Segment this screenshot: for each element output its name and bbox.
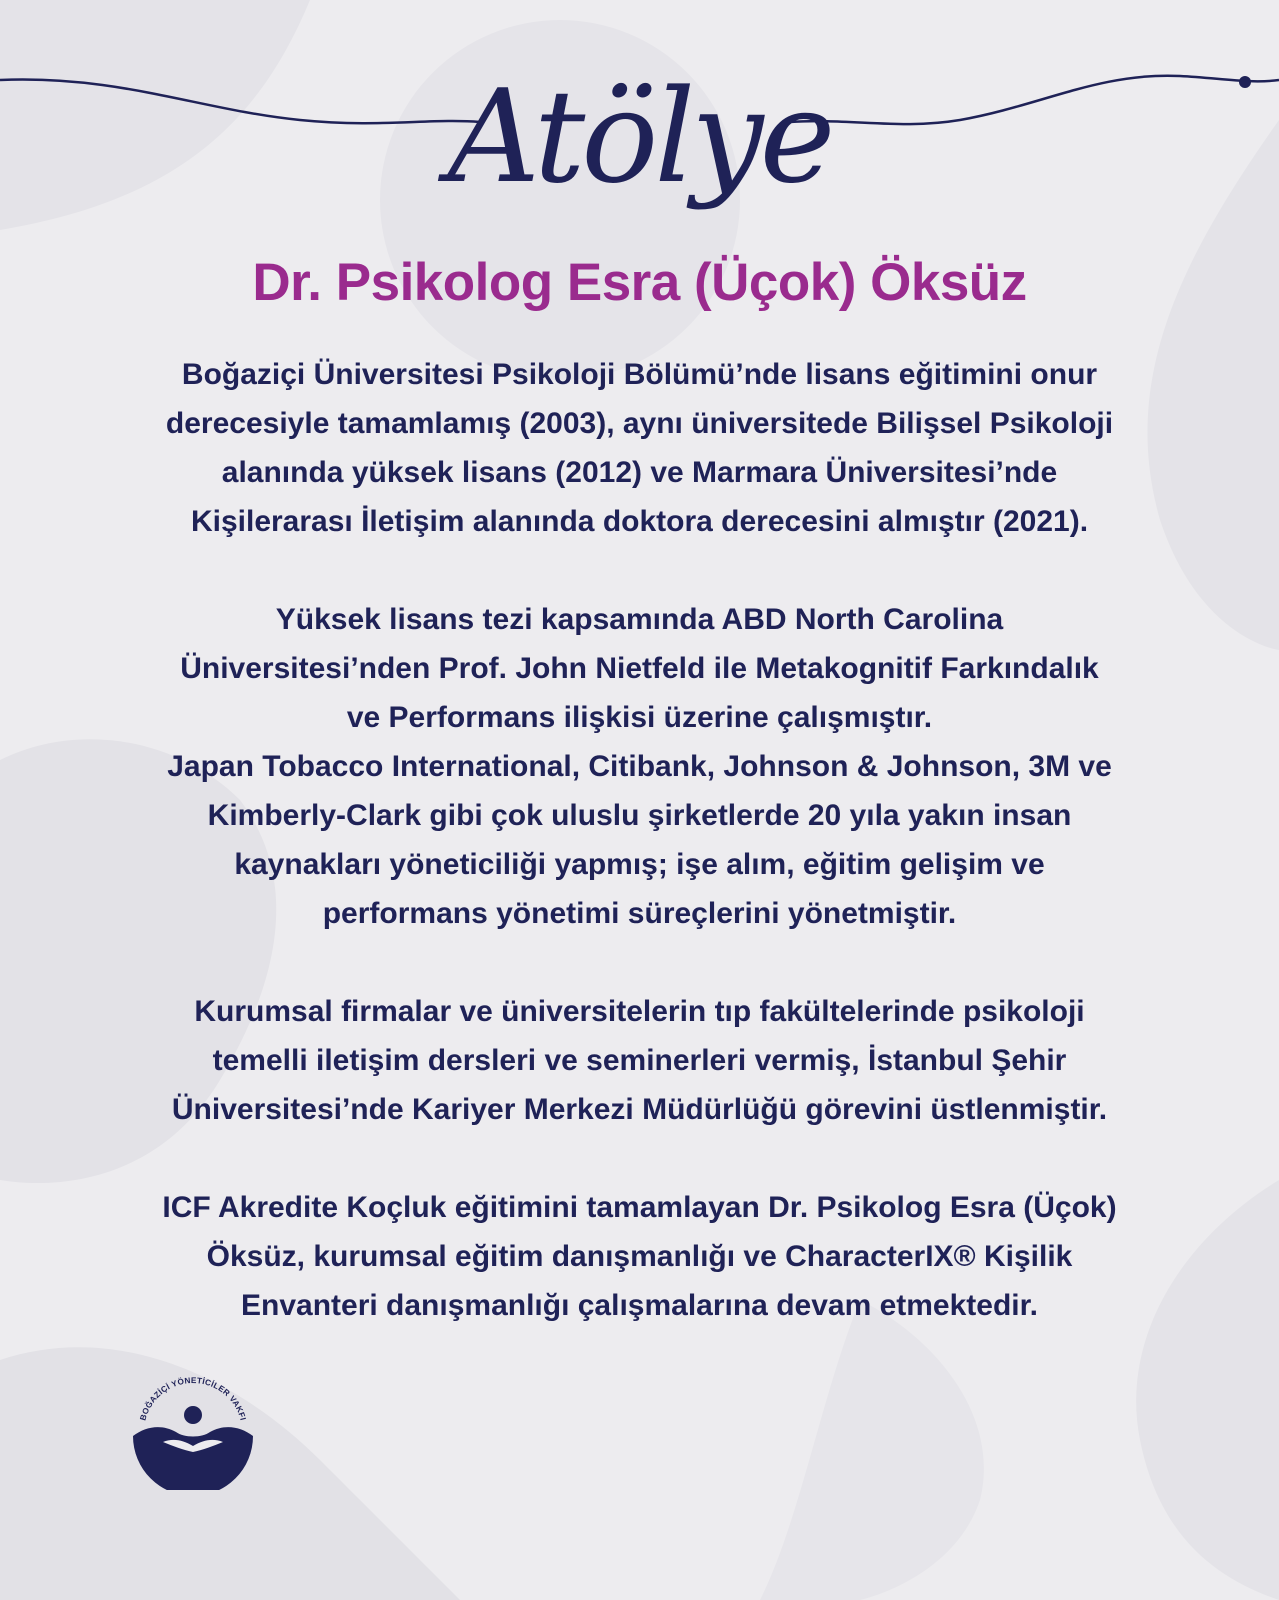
bio-line: alanında yüksek lisans (2012) ve Marmara Üniversitesi’nde: [221, 456, 1058, 489]
bio-line: performans yönetimi süreçlerini yönetmiştir.: [322, 897, 957, 930]
bio-line: kaynakları yöneticiliği yapmış; işe alım, eğitim gelişim ve: [234, 848, 1045, 881]
bio-line: Üniversitesi’nde Kariyer Merkezi Müdürlüğü görevini üstlenmiştir.: [171, 1093, 1108, 1126]
bio-line: Öksüz, kurumsal eğitim danışmanlığı ve CharacterIX® Kişilik: [206, 1240, 1073, 1273]
bio-paragraph-teaching: [100, 987, 1179, 1134]
bio-line: Üniversitesi’nden Prof. John Nietfeld ile Metakognitif Farkındalık: [180, 652, 1099, 685]
bio-line: derecesiyle tamamlamış (2003), aynı üniversitede Bilişsel Psikoloji: [165, 407, 1114, 440]
bio-paragraph-thesis: [100, 595, 1179, 742]
bio-paragraph-career: [100, 742, 1179, 938]
bio-line: Kurumsal firmalar ve üniversitelerin tıp fakültelerinde psikoloji: [194, 995, 1085, 1028]
bio-line: ICF Akredite Koçluk eğitimini tamamlayan Dr. Psikolog Esra (Üçok): [162, 1191, 1117, 1224]
bogazici-yoneticiler-vakfi-logo-icon: [128, 1360, 258, 1490]
bio-line: Kimberly-Clark gibi çok uluslu şirketlerde 20 yıla yakın insan: [207, 799, 1072, 832]
header-script-title: Atölye: [447, 63, 832, 212]
logo-text: BOĞAZİÇİ YÖNETİCİLER VAKFI: [138, 1375, 248, 1422]
biography-text: [100, 350, 1179, 1330]
bio-paragraph-coaching: [100, 1183, 1179, 1330]
bio-paragraph-education: [100, 350, 1179, 546]
bio-line: Boğaziçi Üniversitesi Psikoloji Bölümü’nde lisans eğitimini onur: [181, 358, 1098, 391]
bio-line: Envanteri danışmanlığı çalışmalarına devam etmektedir.: [240, 1289, 1038, 1322]
speaker-name-title: Dr. Psikolog Esra (Üçok) Öksüz: [252, 253, 1027, 312]
bio-line: Japan Tobacco International, Citibank, Johnson & Johnson, 3M ve: [167, 750, 1112, 783]
bio-line: temelli iletişim dersleri ve seminerleri vermiş, İstanbul Şehir: [212, 1044, 1067, 1077]
bio-line: Kişilerarası İletişim alanında doktora derecesini almıştır (2021).: [190, 505, 1089, 538]
bio-line: ve Performans ilişkisi üzerine çalışmıştır.: [346, 701, 933, 734]
bio-line: Yüksek lisans tezi kapsamında ABD North Carolina: [275, 603, 1004, 636]
